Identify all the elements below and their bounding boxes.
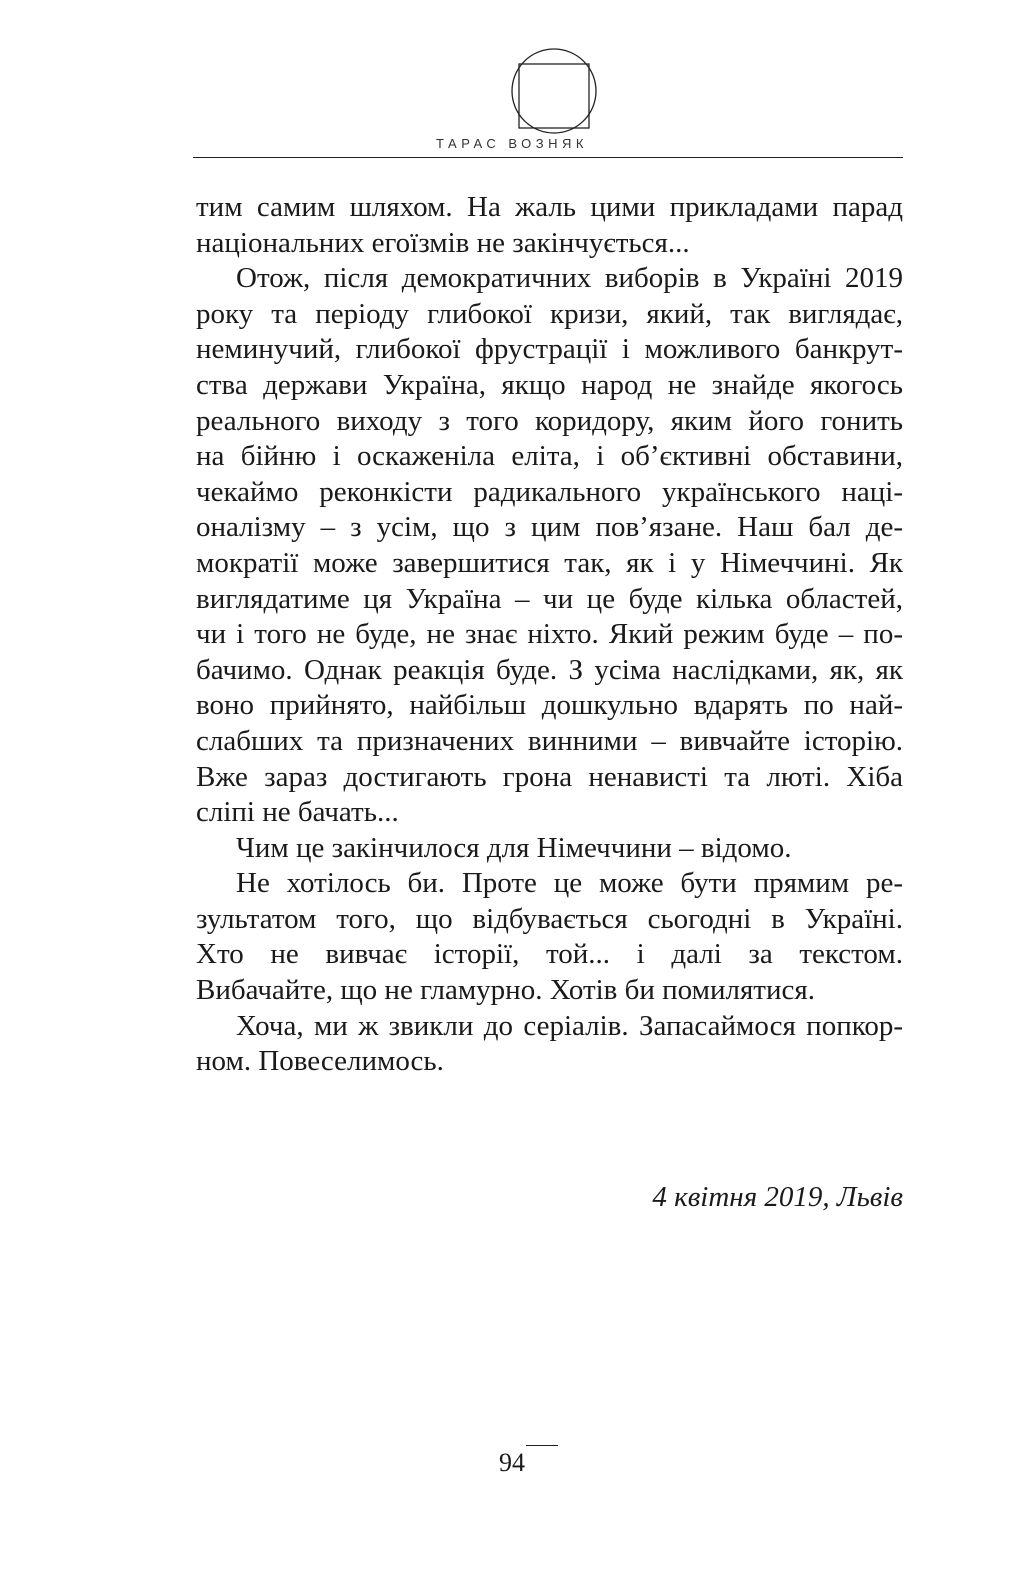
text-line: реального виходу з того коридору, яким його гонить — [196, 404, 903, 437]
text-line: Отож, після демократичних виборів в Україні 2019 — [236, 262, 903, 295]
text-line: тим самим шляхом. На жаль цими прикладами парад — [196, 191, 903, 223]
text-line: воно прийнято, найбільш дошкульно вдарять по най- — [196, 689, 903, 722]
text-line: ства держави Україна, якщо народ не знайде якогось — [196, 368, 903, 401]
text-line: мократії може завершитися так, як і у Німеччині. Як — [196, 546, 903, 579]
page-number: 94 — [499, 1448, 525, 1477]
text-line: Чим це закінчилося для Німеччини – відомо. — [236, 831, 792, 864]
text-line: Хто не вивчає історії, той... і далі за текстом. — [196, 938, 903, 971]
text-line: на бійню і оскаженіла еліта, і об’єктивні обставини, — [196, 440, 903, 473]
text-line: чекаймо реконкісти радикального українського наці- — [196, 475, 903, 508]
header-rule — [193, 157, 903, 158]
author-emblem-icon — [509, 46, 599, 136]
running-head: ТАРАС ВОЗНЯК — [436, 136, 588, 151]
dateline: 4 квітня 2019, Львів — [652, 1181, 903, 1213]
text-line: бачимо. Однак реакція буде. З усіма наслідками, як, як — [196, 653, 903, 686]
text-line: Не хотілось би. Проте це може бути прямим ре- — [236, 867, 903, 900]
text-line: національних егоїзмів не закінчується... — [196, 226, 690, 259]
text-line: чи і того не буде, не знає ніхто. Який режим буде – по- — [196, 618, 903, 651]
text-line: року та періоду глибокої кризи, який, так виглядає, — [196, 297, 903, 330]
text-line: Вже зараз достигають грона ненависті та люті. Хіба — [196, 760, 903, 793]
text-line: Хоча, ми ж звикли до серіалів. Запасаймося попкор- — [236, 1009, 903, 1042]
text-line: Вибачайте, що не гламурно. Хотів би помилятися. — [196, 974, 815, 1007]
text-line: слабших та призначених винними – вивчайте історію. — [196, 724, 903, 757]
text-line: виглядатиме ця Україна – чи це буде кілька областей, — [196, 582, 903, 615]
text-line: оналізму – з усім, що з цим пов’язане. Наш бал де- — [196, 511, 903, 544]
text-line: неминучий, глибокої фрустрації і можливого банкрут- — [196, 333, 903, 366]
page-number-rule — [526, 1445, 558, 1446]
text-line: сліпі не бачать... — [196, 796, 399, 829]
body-text — [196, 190, 903, 1080]
text-line: ном. Повеселимось. — [196, 1045, 444, 1078]
text-line: зультатом того, що відбувається сьогодні в Україні. — [196, 902, 903, 935]
